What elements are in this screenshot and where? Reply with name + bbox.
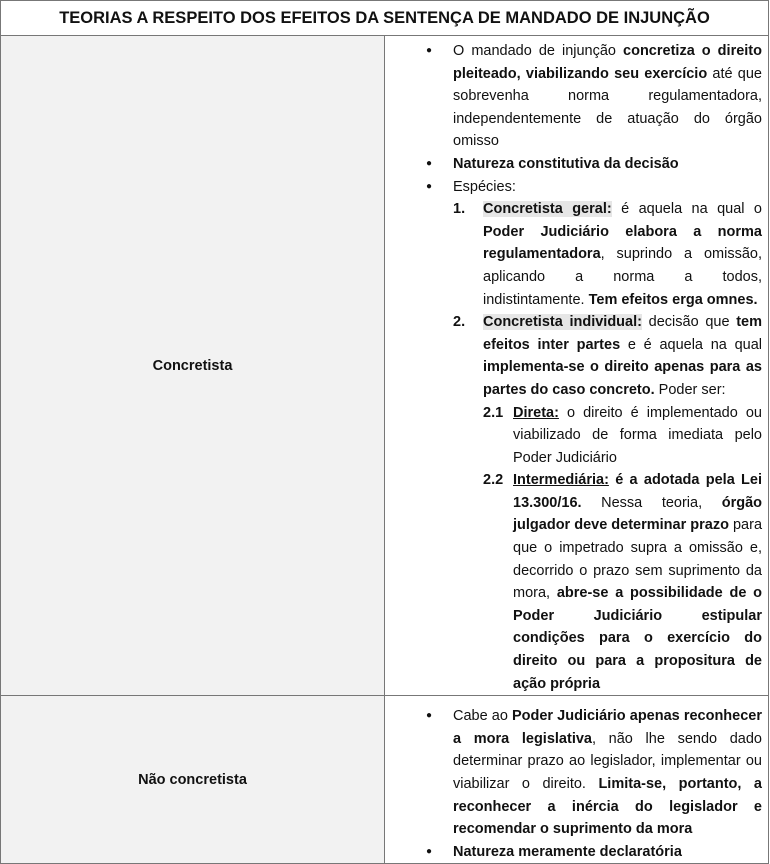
nao-concretista-bullets	[385, 705, 762, 863]
header-row	[1, 1, 769, 36]
label-nao-concretista: Não concretista	[1, 696, 385, 864]
row-nao-concretista	[1, 696, 769, 864]
content-concretista	[385, 36, 769, 696]
individual-sublist	[483, 402, 762, 696]
list-item-intermediaria: 2.2 Intermediária: é a adotada pela Lei 13.300/16. Nessa teoria, órgão julgador deve determinar prazo para que o impetrado supra a omissão e, decorrido o prazo sem suprimento da mora, abre-se a possibilidade de o Poder Judiciário estipular condições para o exercício do direito ou para a propositura de ação própria	[483, 472, 763, 692]
concretista-bullets	[385, 40, 762, 695]
label-concretista: Concretista	[1, 36, 385, 696]
list-item: ● O mandado de injunção concretiza o direito pleiteado, viabilizando seu exercício até que sobrevenha norma regulamentadora, independentemente de atuação do órgão omisso	[385, 40, 762, 153]
species-list	[453, 198, 762, 695]
list-item: ● Natureza meramente declaratória	[385, 841, 762, 864]
content-nao-concretista	[385, 696, 769, 864]
list-item: ● Espécies: 1. Concretista geral: é aquela na qual o Poder Judiciário elabora a norma regulamentadora, suprindo a omissão, aplicando a norma a todos, indistintamente. Tem efeitos erga omnes. 2. Concretista individual: decisão que tem efeitos inter partes e é aquela na qual implementa-se o direito apenas para as partes do caso concreto. Poder ser: 2.1 Direta: o direito é implementado ou viabilizado de forma imediata pelo Poder Judiciário 2.2 Intermediária: é a adotada pela Lei 13.300/16. Nessa teoria, órgão julgador deve determinar prazo para que o impetrado supra a omissão e, decorrido o prazo sem suprimento da mora, abre-se a possibilidade de o Poder Judiciário estipular condições para o exercício do direito ou para a propositura de ação própria	[385, 176, 762, 696]
list-item-individual: 2. Concretista individual: decisão que tem efeitos inter partes e é aquela na qual implementa-se o direito apenas para as partes do caso concreto. Poder ser: 2.1 Direta: o direito é implementado ou viabilizado de forma imediata pelo Poder Judiciário 2.2 Intermediária: é a adotada pela Lei 13.300/16. Nessa teoria, órgão julgador deve determinar prazo para que o impetrado supra a omissão e, decorrido o prazo sem suprimento da mora, abre-se a possibilidade de o Poder Judiciário estipular condições para o exercício do direito ou para a propositura de ação própria	[453, 311, 762, 695]
row-concretista	[1, 36, 769, 696]
list-item-geral: 1. Concretista geral: é aquela na qual o Poder Judiciário elabora a norma regulamentadora, suprindo a omissão, aplicando a norma a todos, indistintamente. Tem efeitos erga omnes.	[453, 201, 762, 308]
list-item-direta: 2.1 Direta: o direito é implementado ou viabilizado de forma imediata pelo Poder Judiciário	[483, 404, 762, 466]
list-item: ● Natureza constitutiva da decisão	[385, 153, 762, 176]
list-item: ● Cabe ao Poder Judiciário apenas reconhecer a mora legislativa, não lhe sendo dado determinar prazo ao legislador, implementar ou viabilizar o direito. Limita-se, portanto, a reconhecer a inércia do legislador e recomendar o suprimento da mora	[385, 705, 762, 841]
table-title: TEORIAS A RESPEITO DOS EFEITOS DA SENTENÇA DE MANDADO DE INJUNÇÃO	[1, 1, 769, 36]
